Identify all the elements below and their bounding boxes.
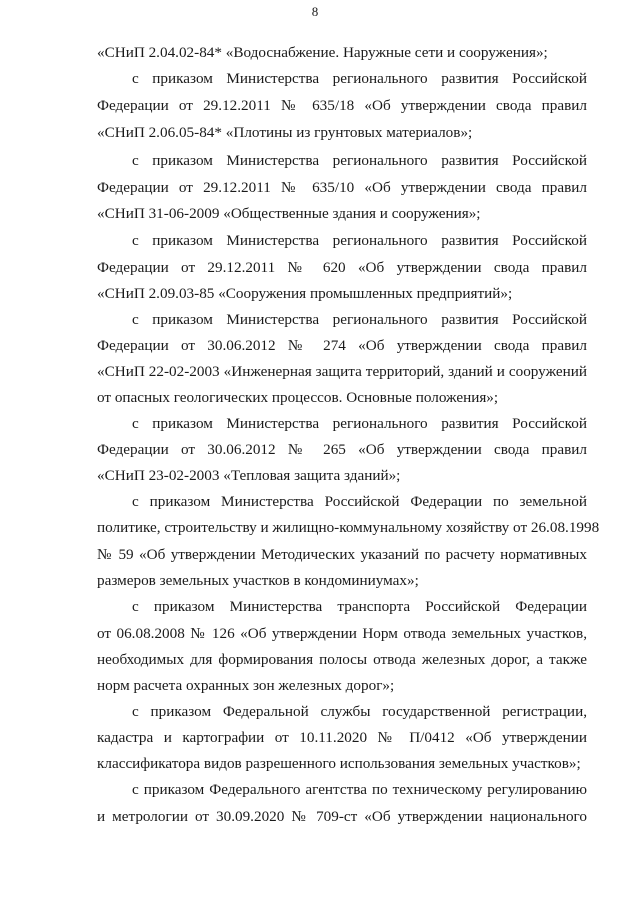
paragraph-line: «СНиП 2.04.02-84* «Водоснабжение. Наружные сети и сооружения»; xyxy=(97,44,548,61)
paragraph-line: размеров земельных участков в кондоминиумах»; xyxy=(97,572,419,589)
paragraph-line: «СНиП 23-02-2003 «Тепловая защита зданий»; xyxy=(97,467,401,484)
paragraph-line: кадастра и картографии от 10.11.2020 № П/0412 «Об утверждении xyxy=(97,729,587,746)
paragraph-line: с приказом Министерства регионального развития Российской xyxy=(132,70,587,87)
paragraph-line: политике, строительству и жилищно-коммунальному хозяйству от 26.08.1998 xyxy=(97,519,600,536)
paragraph-line: с приказом Министерства Российской Федерации по земельной xyxy=(132,493,587,510)
paragraph-line: «СНиП 31-06-2009 «Общественные здания и сооружения»; xyxy=(97,205,481,222)
paragraph-line: с приказом Федеральной службы государственной регистрации, xyxy=(132,703,587,720)
paragraph-line: и метрологии от 30.09.2020 № 709-ст «Об утверждении национального xyxy=(97,808,587,825)
paragraph-line: Федерации от 29.12.2011 № 635/10 «Об утверждении свода правил xyxy=(97,179,587,196)
paragraph-line: от 06.08.2008 № 126 «Об утверждении Норм отвода земельных участков, xyxy=(97,625,587,642)
paragraph-line: «СНиП 2.09.03-85 «Сооружения промышленных предприятий»; xyxy=(97,285,513,302)
paragraph-line: норм расчета охранных зон железных дорог»; xyxy=(97,677,395,694)
paragraph-line: Федерации от 29.12.2011 № 620 «Об утверждении свода правил xyxy=(97,259,587,276)
paragraph-line: «СНиП 2.06.05-84* «Плотины из грунтовых материалов»; xyxy=(97,124,473,141)
paragraph-line: Федерации от 30.06.2012 № 274 «Об утверждении свода правил xyxy=(97,337,587,354)
paragraph-line: с приказом Министерства регионального развития Российской xyxy=(132,415,587,432)
paragraph-line: необходимых для формирования полосы отвода железных дорог, а также xyxy=(97,651,587,668)
paragraph-line: классификатора видов разрешенного использования земельных участков»; xyxy=(97,755,581,772)
paragraph-line: с приказом Министерства регионального развития Российской xyxy=(132,152,587,169)
paragraph-line: Федерации от 30.06.2012 № 265 «Об утверждении свода правил xyxy=(97,441,587,458)
paragraph-line: с приказом Министерства регионального развития Российской xyxy=(132,311,587,328)
paragraph-line: с приказом Министерства регионального развития Российской xyxy=(132,232,587,249)
paragraph-line: Федерации от 29.12.2011 № 635/18 «Об утверждении свода правил xyxy=(97,97,587,114)
paragraph-line: с приказом Министерства транспорта Российской Федерации xyxy=(132,598,587,615)
paragraph-line: от опасных геологических процессов. Основные положения»; xyxy=(97,389,499,406)
paragraph-line: «СНиП 22-02-2003 «Инженерная защита территорий, зданий и сооружений xyxy=(97,363,587,380)
paragraph-line: с приказом Федерального агентства по техническому регулированию xyxy=(132,781,587,798)
paragraph-line: № 59 «Об утверждении Методических указаний по расчету нормативных xyxy=(97,546,587,563)
page-number: 8 xyxy=(311,4,319,19)
